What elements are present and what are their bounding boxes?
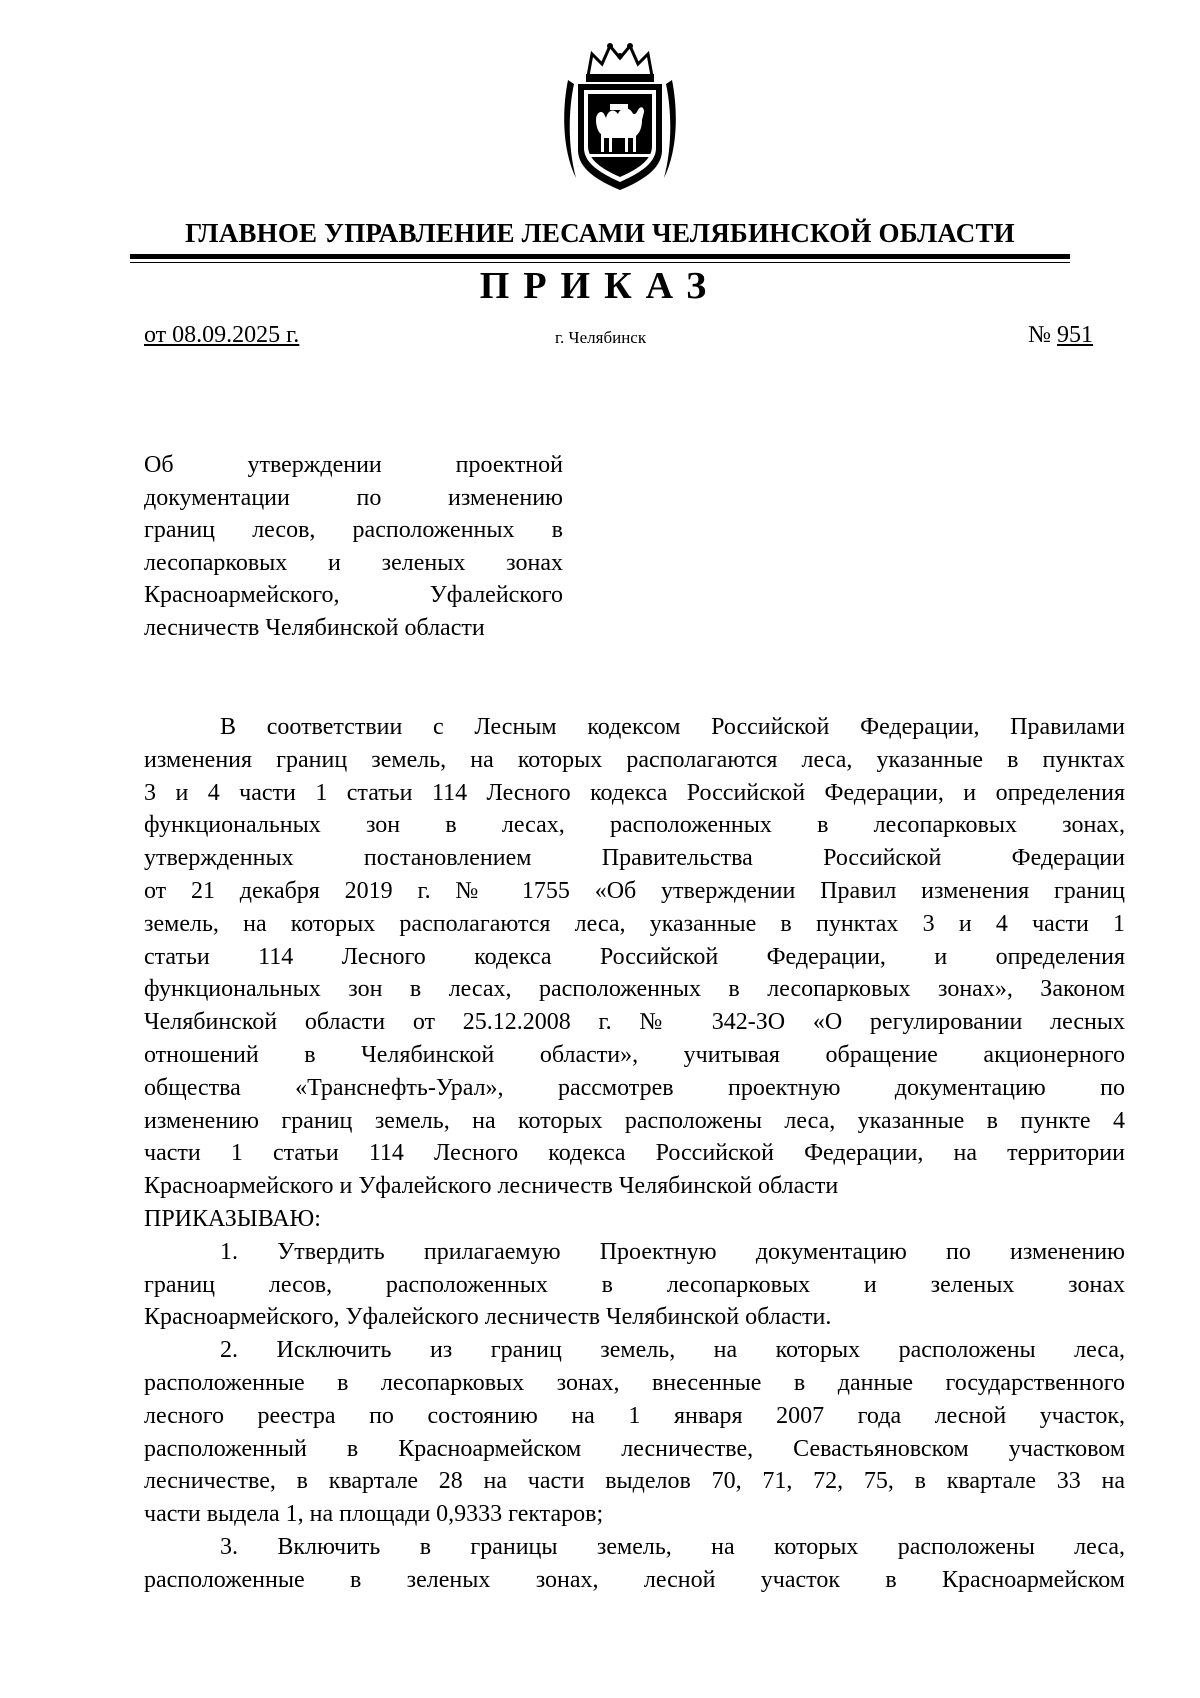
- order-body: [144, 711, 1125, 1597]
- body-line: отношений в Челябинской области», учитывая обращение акционерного: [144, 1041, 1125, 1068]
- order-city: г. Челябинск: [555, 328, 647, 347]
- crown-icon: [586, 43, 654, 82]
- body-line: Челябинской области от 25.12.2008 г. № 342-ЗО «О регулировании лесных: [144, 1009, 1125, 1036]
- order-item-1: 1. Утвердить прилагаемую Проектную документацию по изменению: [220, 1238, 1125, 1265]
- number-prefix: №: [1028, 322, 1051, 348]
- order-subject: [144, 449, 563, 644]
- body-line: от 21 декабря 2019 г. № 1755 «Об утверждении Правил изменения границ: [144, 877, 1125, 904]
- body-line: лесничестве, в квартале 28 на части выделов 70, 71, 72, 75, в квартале 33 на: [144, 1468, 1125, 1495]
- subject-line: Об утверждении проектной: [144, 452, 563, 478]
- order-number: [1028, 322, 1093, 349]
- body-line: части 1 статьи 114 Лесного кодекса Российской Федерации, на территории: [144, 1140, 1125, 1167]
- body-line: расположенные в зеленых зонах, лесной участок в Красноармейском: [144, 1566, 1125, 1593]
- organization-name: ГЛАВНОЕ УПРАВЛЕНИЕ ЛЕСАМИ ЧЕЛЯБИНСКОЙ ОБЛАСТИ: [185, 218, 1015, 248]
- body-line: функциональных зон в лесах, расположенных в лесопарковых зонах», Законом: [144, 976, 1125, 1003]
- subject-line: лесничеств Челябинской области: [144, 614, 485, 641]
- order-date: от 08.09.2025 г.: [144, 322, 300, 348]
- order-directive: ПРИКАЗЫВАЮ:: [144, 1205, 321, 1232]
- body-line: Красноармейского и Уфалейского лесничеств Челябинской области: [144, 1173, 839, 1200]
- body-line: изменения границ земель, на которых располагаются леса, указанные в пунктах: [144, 746, 1125, 773]
- body-line: расположенный в Красноармейском лесничестве, Севастьяновском участковом: [144, 1435, 1125, 1462]
- subject-line: Красноармейского, Уфалейского: [144, 582, 563, 608]
- body-line: утвержденных постановлением Правительства Российской Федерации: [144, 845, 1125, 872]
- body-line: лесного реестра по состоянию на 1 января 2007 года лесной участок,: [144, 1402, 1125, 1429]
- body-line: земель, на которых располагаются леса, указанные в пунктах 3 и 4 части 1: [144, 910, 1125, 937]
- body-line: части выдела 1, на площади 0,9333 гектаров;: [144, 1501, 604, 1528]
- number-value: 951: [1057, 322, 1093, 348]
- order-item-3: 3. Включить в границы земель, на которых расположены леса,: [220, 1533, 1125, 1560]
- header-rule-thin: [130, 262, 1070, 263]
- body-line: В соответствии с Лесным кодексом Российской Федерации, Правилами: [220, 714, 1125, 740]
- body-line: общества «Транснефть-Урал», рассмотрев проектную документацию по: [144, 1074, 1125, 1101]
- body-line: функциональных зон в лесах, расположенных в лесопарковых зонах,: [144, 812, 1125, 839]
- document-type-title: ПРИКАЗ: [479, 265, 721, 307]
- body-line: 3 и 4 части 1 статьи 114 Лесного кодекса Российской Федерации, и определения: [144, 779, 1125, 806]
- order-item-2: 2. Исключить из границ земель, на которых расположены леса,: [220, 1337, 1125, 1364]
- body-line: Красноармейского, Уфалейского лесничеств Челябинской области.: [144, 1304, 832, 1331]
- body-line: статьи 114 Лесного кодекса Российской Федерации, и определения: [144, 943, 1125, 970]
- subject-line: границ лесов, расположенных в: [144, 517, 563, 543]
- body-line: границ лесов, расположенных в лесопарковых и зеленых зонах: [144, 1271, 1125, 1298]
- subject-line: документации по изменению: [144, 484, 563, 511]
- subject-line: лесопарковых и зеленых зонах: [144, 549, 563, 576]
- body-line: расположенные в лесопарковых зонах, внесенные в данные государственного: [144, 1369, 1125, 1396]
- header-rule-thick: [130, 254, 1070, 259]
- body-line: изменению границ земель, на которых расположены леса, указанные в пункте 4: [144, 1107, 1125, 1134]
- coat-of-arms-emblem: [558, 40, 682, 192]
